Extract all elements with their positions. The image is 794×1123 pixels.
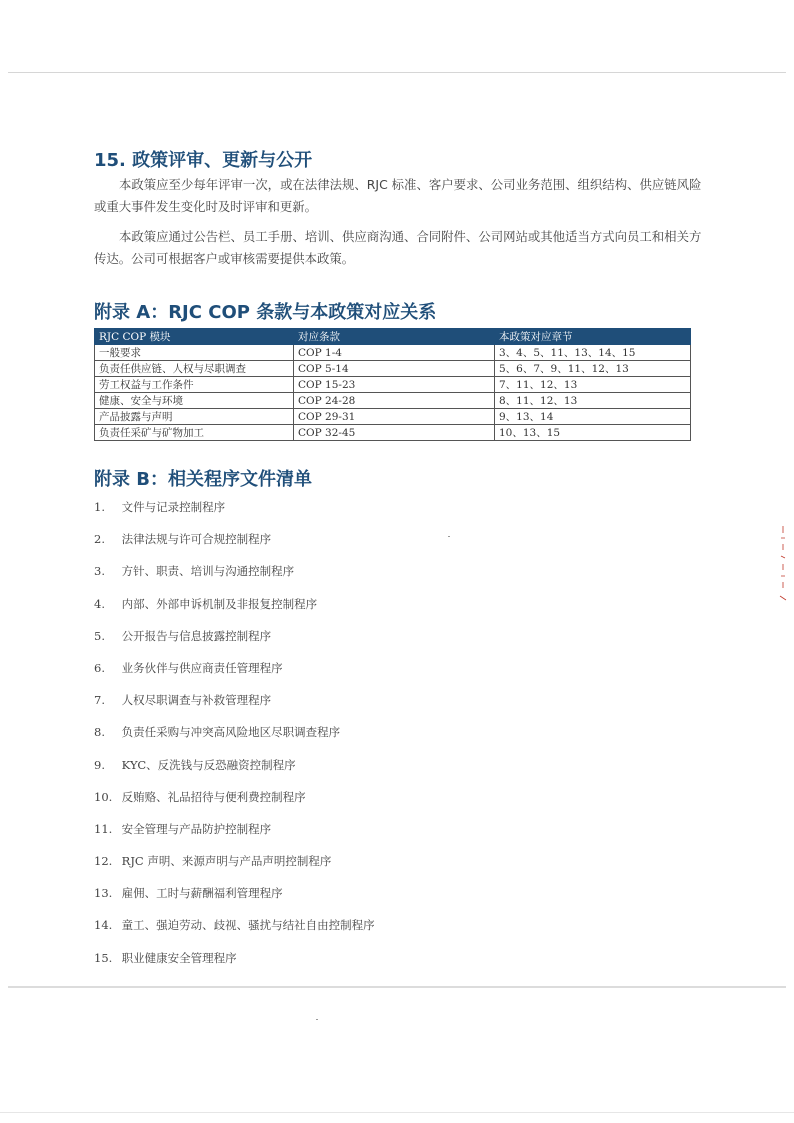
cell-chapter: 10、13、15: [495, 425, 691, 441]
list-item: [94, 499, 706, 531]
cell-module: 劳工权益与工作条件: [95, 377, 294, 393]
list-item-text: 职业健康安全管理程序: [121, 950, 237, 965]
list-item-text: RJC 声明、来源声明与产品声明控制程序: [121, 854, 332, 869]
list-item: [94, 724, 706, 756]
scan-speck: [448, 536, 450, 537]
list-item: [94, 917, 706, 949]
cell-clause: COP 32-45: [294, 425, 495, 441]
footer-rule: [0, 1112, 794, 1113]
cell-clause: COP 29-31: [294, 409, 495, 425]
cell-chapter: 9、13、14: [495, 409, 691, 425]
cell-module: 健康、安全与环境: [95, 393, 294, 409]
list-item-text: 安全管理与产品防护控制程序: [121, 821, 272, 836]
list-item-number: 1.: [94, 500, 105, 514]
list-item: [94, 821, 706, 853]
table-row: [95, 345, 691, 361]
list-item-text: 公开报告与信息披露控制程序: [121, 628, 272, 643]
cop-mapping-table: [94, 328, 691, 441]
cell-clause: COP 5-14: [294, 361, 495, 377]
list-item: [94, 531, 706, 563]
list-item-number: 8.: [94, 725, 105, 740]
list-item-text: KYC、反洗钱与反恐融资控制程序: [121, 757, 296, 772]
list-item-text: 雇佣、工时与薪酬福利管理程序: [121, 886, 283, 901]
table-row: [95, 425, 691, 441]
list-item: [94, 628, 706, 660]
list-item-number: 11.: [94, 821, 113, 836]
appendix-b-title: 附录 B：相关程序文件清单: [94, 469, 312, 490]
cell-module: 负责任采矿与矿物加工: [95, 425, 294, 441]
list-item-number: 7.: [94, 693, 105, 708]
table-row: [95, 409, 691, 425]
cell-module: 一般要求: [95, 345, 294, 361]
section-15-paragraph-2: 本政策应通过公告栏、员工手册、培训、供应商沟通、合同附件、公司网站或其他适当方式向员工和相关方传达。公司可根据客户或审核需要提供本政策。: [94, 229, 702, 266]
list-item: [94, 789, 706, 821]
cell-module: 产品披露与声明: [95, 409, 294, 425]
table-header-row: [95, 329, 691, 345]
list-item-number: 15.: [94, 950, 113, 965]
cell-chapter: 8、11、12、13: [495, 393, 691, 409]
page-edge-mark: [778, 524, 788, 604]
scan-speck: [316, 1019, 318, 1020]
column-header-clause: 对应条款: [294, 329, 495, 345]
list-item-text: 方针、职责、培训与沟通控制程序: [121, 564, 295, 579]
list-item-text: 反贿赂、礼品招待与便利费控制程序: [121, 789, 306, 804]
document-body: [94, 148, 706, 982]
column-header-module: RJC COP 模块: [95, 329, 294, 345]
list-item-number: 10.: [94, 789, 113, 804]
table-row: [95, 377, 691, 393]
table-row: [95, 361, 691, 377]
procedure-list: [94, 499, 706, 982]
list-item: [94, 563, 706, 595]
list-item-number: 9.: [94, 757, 105, 772]
cell-clause: COP 15-23: [294, 377, 495, 393]
list-item: [94, 692, 706, 724]
list-item: [94, 853, 706, 885]
list-item-number: 3.: [94, 564, 105, 579]
list-item-text: 法律法规与许可合规控制程序: [121, 532, 272, 547]
list-item-number: 4.: [94, 596, 105, 611]
list-item-text: 人权尽职调查与补救管理程序: [121, 693, 272, 708]
list-item-text: 业务伙伴与供应商责任管理程序: [121, 660, 283, 675]
section-15-paragraph-1: 本政策应至少每年评审一次，或在法律法规、RJC 标准、客户要求、公司业务范围、组织结构、供应链风险或重大事件发生变化时及时评审和更新。: [94, 177, 702, 214]
cell-chapter: 3、4、5、11、13、14、15: [495, 345, 691, 361]
top-rule: [8, 72, 786, 73]
bottom-rule: [8, 986, 786, 988]
list-item: [94, 885, 706, 917]
cell-module: 负责任供应链、人权与尽职调查: [95, 361, 294, 377]
list-item-text: 负责任采购与冲突高风险地区尽职调查程序: [121, 725, 341, 740]
list-item-text: 童工、强迫劳动、歧视、骚扰与结社自由控制程序: [121, 918, 375, 933]
section-15-title: 15. 政策评审、更新与公开: [94, 150, 313, 171]
list-item: [94, 757, 706, 789]
list-item-number: 12.: [94, 854, 113, 869]
table-row: [95, 393, 691, 409]
list-item-text: 内部、外部申诉机制及非报复控制程序: [121, 596, 318, 611]
list-item: [94, 660, 706, 692]
list-item: [94, 950, 706, 982]
list-item-number: 6.: [94, 660, 105, 675]
appendix-a-title: 附录 A：RJC COP 条款与本政策对应关系: [94, 302, 437, 323]
cell-chapter: 5、6、7、9、11、12、13: [495, 361, 691, 377]
list-item-text: 文件与记录控制程序: [121, 500, 226, 514]
list-item-number: 13.: [94, 886, 113, 901]
list-item-number: 2.: [94, 532, 105, 547]
column-header-chapter: 本政策对应章节: [495, 329, 691, 345]
list-item-number: 14.: [94, 918, 113, 933]
list-item-number: 5.: [94, 628, 105, 643]
cell-clause: COP 1-4: [294, 345, 495, 361]
list-item: [94, 596, 706, 628]
cell-clause: COP 24-28: [294, 393, 495, 409]
cell-chapter: 7、11、12、13: [495, 377, 691, 393]
